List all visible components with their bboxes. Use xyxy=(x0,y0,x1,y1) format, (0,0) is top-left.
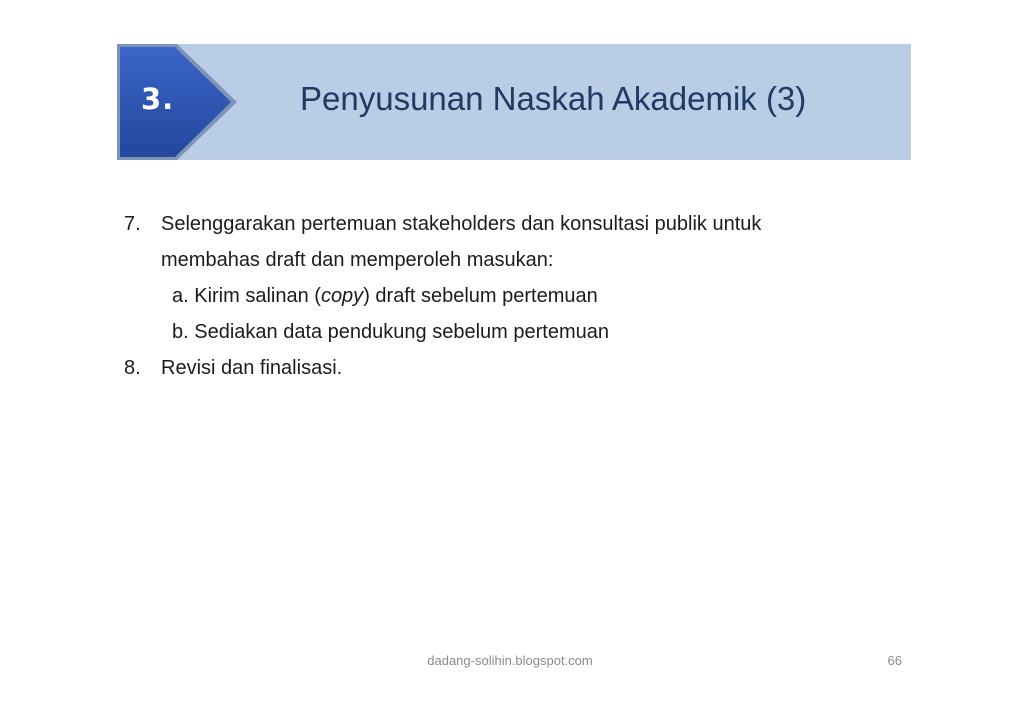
list-number: 7. xyxy=(124,213,141,235)
page-number: 66 xyxy=(887,653,902,668)
list-text-line: Revisi dan finalisasi. xyxy=(161,357,343,379)
sub-item-a xyxy=(124,278,914,314)
list-item-7 xyxy=(124,206,914,278)
sub-item-text: ) draft sebelum pertemuan xyxy=(363,285,598,307)
sub-item-b: b. Sediakan data pendukung sebelum pertemuan xyxy=(172,321,609,343)
section-number-badge xyxy=(117,44,237,160)
list-text-line: Selenggarakan pertemuan stakeholders dan konsultasi publik untuk xyxy=(161,213,762,235)
list-number: 8. xyxy=(124,357,141,379)
slide-content xyxy=(124,206,914,386)
slide-title: Penyusunan Naskah Akademik (3) xyxy=(300,80,807,117)
list-item-8 xyxy=(124,350,914,386)
section-number: 3. xyxy=(141,82,175,116)
footer-source-text: dadang-solihin.blogspot.com xyxy=(427,653,593,668)
list-text-line: membahas draft dan memperoleh masukan: xyxy=(161,249,554,271)
chevron-arrow-icon xyxy=(117,44,237,160)
sub-item-text: a. Kirim salinan ( xyxy=(172,285,321,307)
sub-item-italic: copy xyxy=(320,285,364,307)
